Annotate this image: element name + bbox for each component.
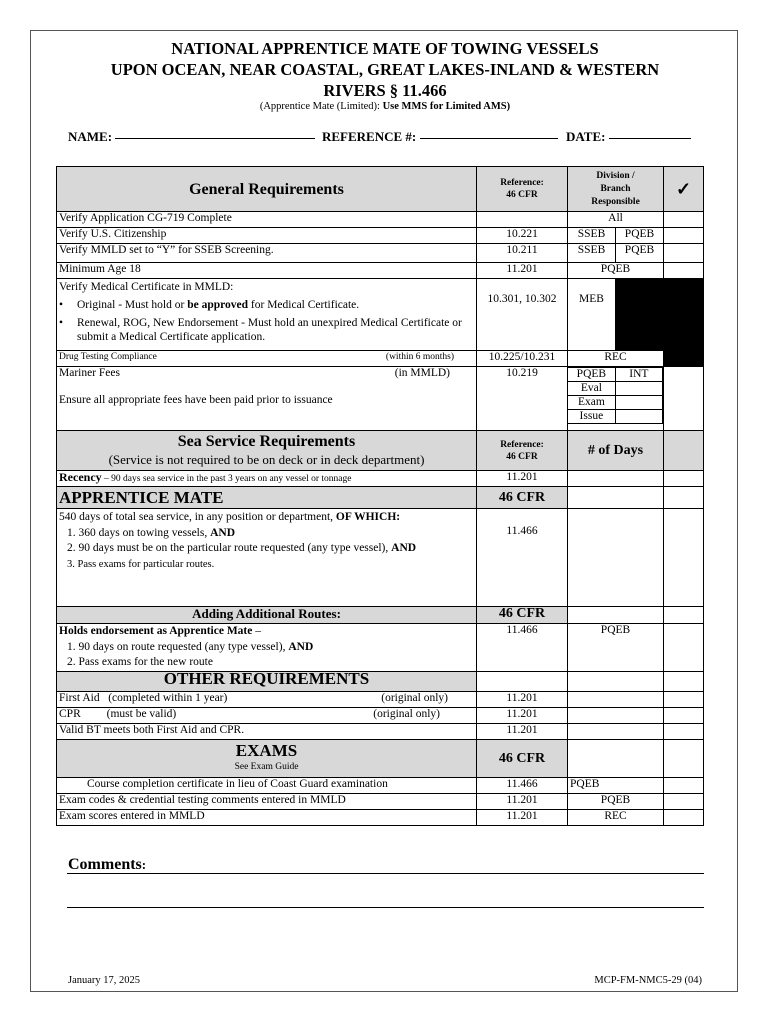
- sea-header-row: [57, 431, 704, 471]
- table-row: [57, 279, 704, 351]
- check-cell[interactable]: [664, 724, 704, 740]
- course-ref: 11.466: [477, 778, 568, 794]
- first-aid-note-2: (original only): [381, 692, 448, 704]
- date-label: DATE:: [566, 129, 606, 144]
- table-row: [57, 244, 704, 263]
- exams-cfr: 46 CFR: [477, 740, 568, 778]
- check-cell[interactable]: [664, 692, 704, 708]
- fees-issue: Issue: [568, 410, 615, 424]
- routes-cfr: 46 CFR: [477, 607, 568, 624]
- comments-line-2[interactable]: [67, 907, 704, 908]
- table-row: [57, 351, 704, 367]
- name-label: NAME:: [68, 129, 113, 144]
- check-cell[interactable]: [664, 471, 704, 487]
- routes-item-1: 1. 90 days on route requested (any type vessel),: [67, 640, 289, 653]
- table-row: [57, 471, 704, 487]
- division-header: [568, 167, 664, 212]
- scores-text: Exam scores entered in MMLD: [57, 810, 477, 826]
- fees-text: Mariner Fees: [59, 367, 120, 379]
- apprentice-item-3: 3. Pass exams for particular routes.: [67, 558, 215, 570]
- check-cell[interactable]: [664, 228, 704, 244]
- recency-ref: 11.201: [477, 471, 568, 487]
- ref-header-2: 46 CFR: [506, 190, 538, 200]
- footer-form-number: MCP-FM-NMC5-29 (04): [594, 975, 702, 986]
- check-cell[interactable]: [664, 212, 704, 228]
- div-header-3: Responsible: [591, 196, 640, 207]
- apprentice-item-2: 2. 90 days must be on the particular route requested (any type vessel),: [67, 542, 392, 554]
- apprentice-intro: 540 days of total sea service, in any position or department,: [59, 511, 336, 523]
- medical-text: Verify Medical Certificate in MMLD:: [59, 281, 234, 293]
- drug-ref: 10.225/10.231: [477, 351, 568, 367]
- sea-ref-2: 46 CFR: [506, 451, 538, 462]
- check-cell[interactable]: [664, 244, 704, 263]
- check-cell[interactable]: [664, 367, 704, 431]
- table-row: [57, 692, 704, 708]
- cpr-ref: 11.201: [477, 708, 568, 724]
- table-row: [57, 708, 704, 724]
- mmld-ref: 10.211: [477, 244, 568, 263]
- medical-ref: 10.301, 10.302: [477, 279, 568, 351]
- drug-cell: [57, 351, 477, 367]
- apprentice-header-row: [57, 487, 704, 509]
- redacted-block: [664, 279, 704, 367]
- fees-div-1: PQEB: [568, 368, 615, 382]
- reference-line[interactable]: [420, 138, 558, 139]
- age-text: Minimum Age 18: [57, 263, 477, 279]
- redacted-block: [616, 279, 664, 351]
- sea-ref-1: Reference:: [500, 439, 544, 450]
- table-row: [57, 263, 704, 279]
- subtitle: [0, 101, 770, 112]
- routes-division: PQEB: [568, 624, 664, 672]
- ref-header-1: Reference:: [500, 178, 544, 188]
- check-cell[interactable]: [664, 794, 704, 810]
- medical-bullet-1: • Original - Must hold or be approved for Medical Certificate.: [59, 299, 360, 311]
- date-line[interactable]: [609, 138, 691, 139]
- apprentice-cell: [57, 509, 477, 607]
- exams-sub: See Exam Guide: [234, 761, 299, 772]
- first-aid-note: (completed within 1 year): [108, 692, 228, 704]
- general-ref-header: [477, 167, 568, 212]
- apprentice-item-1: 1. 360 days on towing vessels,: [67, 526, 211, 539]
- check-cell[interactable]: [664, 810, 704, 826]
- fees-eval: Eval: [568, 382, 615, 396]
- routes-holds: Holds endorsement as Apprentice Mate: [59, 625, 253, 637]
- comments-label: [68, 856, 146, 874]
- age-division: PQEB: [568, 263, 664, 279]
- requirements-table: [56, 166, 704, 826]
- fees-ref: 10.219: [477, 367, 568, 431]
- mmld-text: Verify MMLD set to “Y” for SSEB Screening.: [57, 244, 477, 263]
- name-line[interactable]: [115, 138, 315, 139]
- comments-text: Comments: [68, 856, 142, 873]
- comments-colon: :: [141, 857, 147, 872]
- routes-header: Adding Additional Routes:: [57, 607, 477, 624]
- bt-text: Valid BT meets both First Aid and CPR.: [57, 724, 477, 740]
- course-division: PQEB: [568, 778, 664, 794]
- cpr-cell: [57, 708, 477, 724]
- title-line-2: UPON OCEAN, NEAR COASTAL, GREAT LAKES-INLAND & WESTERN: [110, 60, 660, 79]
- drug-note: (within 6 months): [385, 352, 454, 362]
- medical-b1-a: Original - Must hold or: [77, 299, 188, 311]
- days-header: # of Days: [568, 431, 664, 471]
- mmld-div-2: PQEB: [616, 244, 664, 263]
- application-division: All: [568, 212, 664, 228]
- sea-header-cell: [57, 431, 477, 471]
- date-field[interactable]: [566, 129, 691, 145]
- medical-b1-c: for Medical Certificate.: [248, 299, 360, 311]
- table-row: [57, 367, 704, 431]
- exams-header: EXAMS: [235, 740, 298, 760]
- table-row: [57, 810, 704, 826]
- recency-cell: [57, 471, 477, 487]
- days-cell[interactable]: [568, 471, 664, 487]
- routes-cell: [57, 624, 477, 672]
- table-row: [57, 509, 704, 607]
- medical-b2: Renewal, ROG, New Endorsement - Must hold an unexpired Medical Certificate or submit a Medical Certificate application.: [77, 317, 462, 343]
- checkmark-icon: ✓: [664, 167, 704, 212]
- fees-note: (in MMLD): [394, 367, 450, 379]
- age-ref: 11.201: [477, 263, 568, 279]
- apprentice-item-2-and: AND: [391, 542, 417, 554]
- subtitle-a: (Apprentice Mate (Limited):: [259, 101, 380, 112]
- fees-exam: Exam: [568, 396, 615, 410]
- recency-text: – 90 days sea service in the past 3 years on any vessel or tonnage: [101, 474, 352, 484]
- div-header-2: Branch: [600, 183, 631, 194]
- fees-subtable: [568, 367, 663, 424]
- routes-dash: –: [252, 625, 261, 637]
- course-text: Course completion certificate in lieu of Coast Guard examination: [57, 778, 477, 794]
- general-header: General Requirements: [57, 167, 477, 212]
- table-row: [57, 778, 704, 794]
- first-aid-ref: 11.201: [477, 692, 568, 708]
- check-cell[interactable]: [664, 778, 704, 794]
- citizenship-text: Verify U.S. Citizenship: [57, 228, 477, 244]
- routes-header-row: [57, 607, 704, 624]
- routes-ref: 11.466: [477, 624, 568, 672]
- exams-header-cell: [57, 740, 477, 778]
- sea-ref-header: [477, 431, 568, 471]
- medical-cell: [57, 279, 477, 351]
- table-row: [57, 724, 704, 740]
- routes-item-2: 2. Pass exams for the new route: [67, 656, 213, 668]
- first-aid-cell: [57, 692, 477, 708]
- table-row: [57, 212, 704, 228]
- check-cell[interactable]: [664, 624, 704, 672]
- apprentice-cfr: 46 CFR: [477, 487, 568, 509]
- first-aid-text: First Aid: [59, 692, 100, 704]
- scores-division: REC: [568, 810, 664, 826]
- sea-header: Sea Service Requirements: [177, 432, 356, 450]
- other-header: OTHER REQUIREMENTS: [57, 672, 477, 692]
- name-field[interactable]: [68, 129, 315, 145]
- comments-line-1[interactable]: [67, 873, 704, 874]
- fees-div-2: INT: [615, 368, 662, 382]
- subtitle-b: Use MMS for Limited AMS): [382, 101, 511, 112]
- medical-bullet-2: • Renewal, ROG, New Endorsement - Must hold an unexpired Medical Certificate or submit a Medical Certificate application.: [59, 316, 474, 344]
- general-header-row: [57, 167, 704, 212]
- reference-label: REFERENCE #:: [322, 129, 417, 144]
- citizenship-div-1: SSEB: [568, 228, 616, 244]
- table-row: [57, 228, 704, 244]
- sea-subheader: (Service is not required to be on deck or in deck department): [108, 451, 425, 467]
- check-cell[interactable]: [664, 263, 704, 279]
- title-line-1: NATIONAL APPRENTICE MATE OF TOWING VESSELS: [171, 39, 599, 58]
- cpr-note: (must be valid): [106, 708, 177, 720]
- drug-division: REC: [568, 351, 664, 367]
- codes-ref: 11.201: [477, 794, 568, 810]
- apprentice-header: APPRENTICE MATE: [57, 487, 477, 509]
- footer-date: January 17, 2025: [68, 975, 141, 986]
- bt-ref: 11.201: [477, 724, 568, 740]
- apprentice-item-1-and: AND: [210, 526, 236, 539]
- exams-header-row: [57, 740, 704, 778]
- cpr-text: CPR: [59, 708, 81, 720]
- application-text: Verify Application CG-719 Complete: [57, 212, 477, 228]
- mmld-div-1: SSEB: [568, 244, 616, 263]
- fees-ensure: Ensure all appropriate fees have been paid prior to issuance: [59, 394, 333, 406]
- medical-b1-b: be approved: [187, 299, 249, 311]
- cpr-note-2: (original only): [373, 708, 440, 720]
- apprentice-intro-bold: OF WHICH:: [335, 511, 401, 523]
- table-row: [57, 794, 704, 810]
- apprentice-ref: 11.466: [477, 509, 568, 607]
- codes-division: PQEB: [568, 794, 664, 810]
- table-row: [57, 624, 704, 672]
- routes-item-1-and: AND: [288, 640, 314, 653]
- other-header-row: [57, 672, 704, 692]
- reference-field[interactable]: [322, 129, 558, 145]
- codes-text: Exam codes & credential testing comments entered in MMLD: [57, 794, 477, 810]
- fees-exam-value[interactable]: [615, 396, 662, 410]
- scores-ref: 11.201: [477, 810, 568, 826]
- check-cell[interactable]: [664, 708, 704, 724]
- recency-bold: Recency: [59, 470, 102, 484]
- title-line-3: RIVERS § 11.466: [323, 81, 447, 100]
- citizenship-div-2: PQEB: [616, 228, 664, 244]
- drug-text: Drug Testing Compliance: [59, 352, 157, 362]
- div-header-1: Division /: [596, 170, 635, 181]
- medical-division: MEB: [568, 279, 616, 351]
- check-cell[interactable]: [664, 509, 704, 607]
- fees-issue-value[interactable]: [615, 410, 662, 424]
- fees-eval-value[interactable]: [615, 382, 662, 396]
- fees-division-cell: [568, 367, 664, 431]
- fees-cell: [57, 367, 477, 431]
- citizenship-ref: 10.221: [477, 228, 568, 244]
